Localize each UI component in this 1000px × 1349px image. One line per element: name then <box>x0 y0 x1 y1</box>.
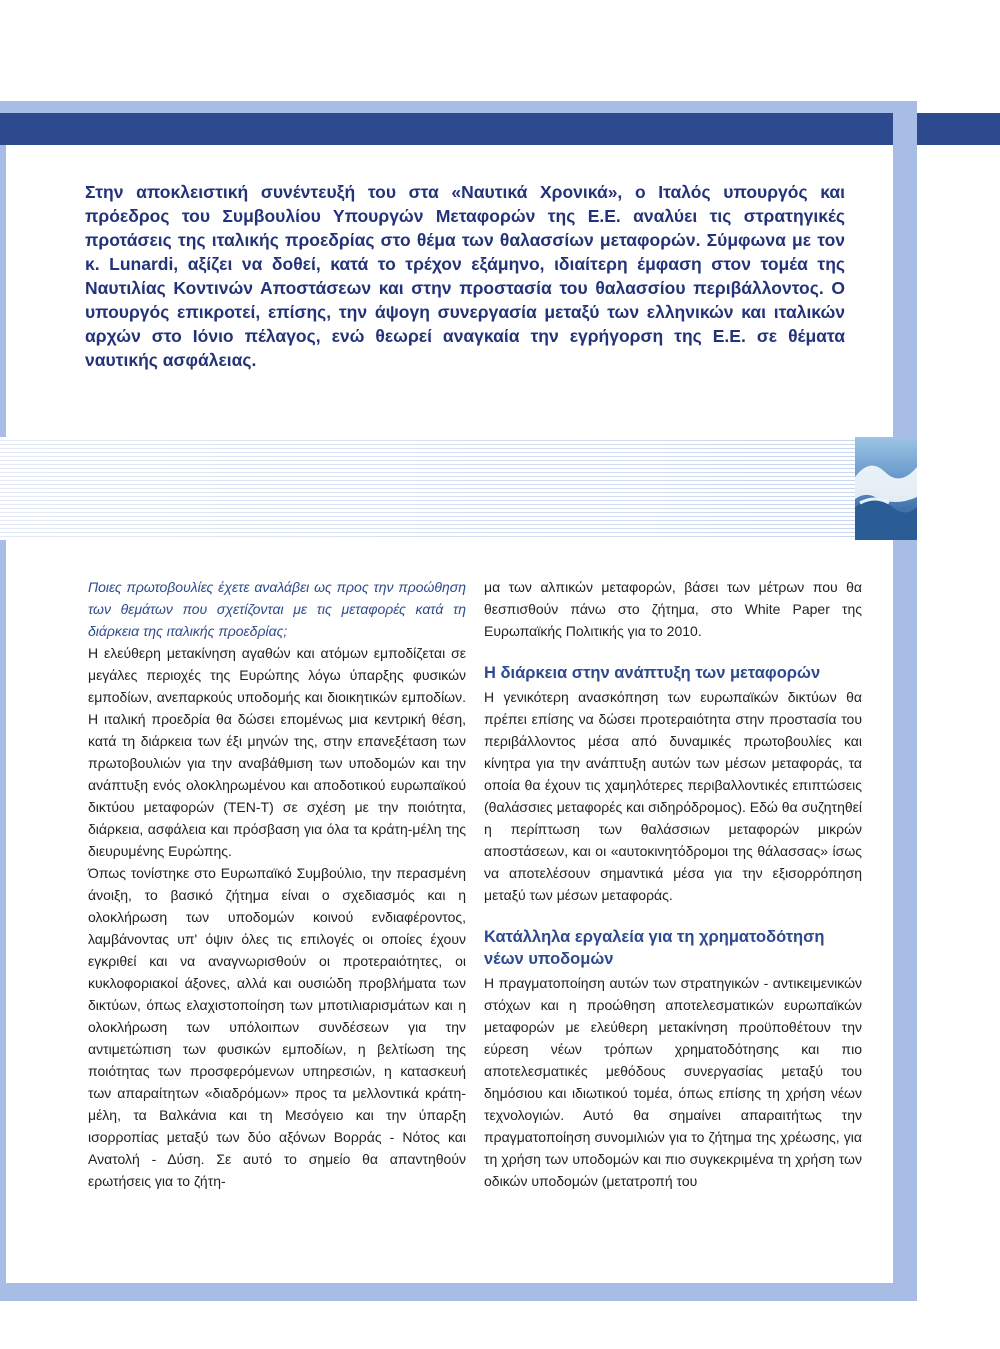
sea-wave-photo <box>855 437 917 540</box>
interview-question: Ποιες πρωτοβουλίες έχετε αναλάβει ως προς την προώθηση των θεμάτων που σχετίζονται με τις μεταφορές κατά τη διάρκεια της ιταλικής προεδρίας; <box>88 579 466 639</box>
lead-paragraph: Στην αποκλειστική συνέντευξή του στα «Ναυτικά Χρονικά», ο Ιταλός υπουργός και πρόεδρος του Συμβουλίου Υπουργών Μεταφορών της Ε.Ε. αναλύει τις στρατηγικές προτάσεις της ιταλικής προεδρίας στο θέμα των θαλασσίων μεταφορών. Σύμφωνα με τον κ. Lunardi, αξίζει να δοθεί, κατά το τρέχον εξάμηνο, ιδιαίτερη έμφαση στον τομέα της Ναυτιλίας Κοντινών Αποστάσεων και στην προστασία του θαλασσίου περιβάλλοντος. Ο υπουργός επικροτεί, επίσης, την άψογη συνεργασία μεταξύ των ελληνικών και ιταλικών αρχών στο Ιόνιο πέλαγος, ενώ θεωρεί αναγκαία την εγρήγορση της Ε.Ε. σε θέματα ναυτικής ασφάλειας. <box>85 182 845 370</box>
column2-paragraph-1: Η γενικότερη ανασκόπηση των ευρωπαϊκών δικτύων θα πρέπει επίσης να δώσει προτεραιότητα στην προστασία του περιβάλλοντος μέσα από δυναμικές πρωτοβουλίες και κίνητρα για την ανάπτυξη αυτών των μέσων μεταφοράς, τα οποία θα έχουν τις χαμηλότερες περιβαλλοντικές επιπτώσεις (θαλάσσιες μεταφορές και σιδηρόδρομος). Εδώ θα συζητηθεί η περίπτωση των θαλάσσιων μεταφορών μικρών αποστάσεων, και οι «αυτοκινητόδρομοι της θάλασσας» ίσως να αποτελέσουν σημαντικά μέσα για την εξισορρόπηση μεταξύ των μέσων μεταφοράς. <box>484 689 862 903</box>
right-column <box>484 576 862 1192</box>
column1-paragraph-1: Η ελεύθερη μετακίνηση αγαθών και ατόμων εμποδίζεται σε μεγάλες περιοχές της Ευρώπης λόγω ύπαρξης φυσικών εμποδίων, ανεπαρκούς υποδομής και διοικητικών εμποδίων. Η ιταλική προεδρία θα δώσει επομένως μια κεντρική θέση, κατά τη διάρκεια των έξι μηνών της, στην επανεξέταση των πρωτοβουλιών για την αναβάθμιση των υποδομών και την ανάπτυξη ενός ολοκληρωμένου και αποδοτικού ευρωπαϊκού δικτύου μεταφορών (TEN-T) σε σχέση με την ποιότητα, διάρκεια, ασφάλεια και πρόσβαση για όλα τα κράτη-μέλη της διευρυμένης Ευρώπης. <box>88 645 466 859</box>
header-dark-bar <box>0 113 1000 145</box>
decorative-lined-band <box>0 437 855 540</box>
column2-paragraph-continued: μα των αλπικών μεταφορών, βάσει των μέτρων που θα θεσπισθούν πάνω στο ζήτημα, στο White Paper της Ευρωπαϊκής Πολιτικής για το 2010. <box>484 579 862 639</box>
section-heading-2: Κατάλληλα εργαλεία για τη χρηματοδότηση νέων υποδομών <box>484 928 825 968</box>
footer-bar <box>0 1283 917 1301</box>
header-light-bar <box>0 101 915 113</box>
section-heading-1: Η διάρκεια στην ανάπτυξη των μεταφορών <box>484 664 821 682</box>
column1-paragraph-2: Όπως τονίστηκε στο Ευρωπαϊκό Συμβούλιο, την περασμένη άνοιξη, το βασικό ζήτημα είναι ο σχεδιασμός και η ολοκλήρωση των υποδομών κοινού ενδιαφέροντος, λαμβάνοντας υπ' όψιν όλες τις επιλογές οι οποίες έχουν εγκριθεί και να αναγνωρισθούν οι προτεραιότητες, οι κυκλοφοριακοί άξονες, αλλά και ουσιώδη προβλήματα των δικτύων, όπως ελαχιστοποίηση των μποτιλιαρισμάτων και η ολοκλήρωση των υπόλοιπων συνδέσεων για την αντιμετώπιση των φυσικών εμποδίων, η βελτίωση της ποιότητας των προσφερόμενων υπηρεσιών, η κατασκευή των απαραίτητων «διαδρόμων» προς τα μελλοντικά κράτη-μέλη, τα Βαλκάνια και τη Μεσόγειο και την ύπαρξη ισορροπίας μεταξύ των δύο αξόνων Βορράς - Νότος και Ανατολή - Δύση. Σε αυτό το σημείο θα απαντηθούν ερωτήσεις για το ζήτη- <box>88 865 466 1189</box>
right-frame-stripe <box>893 101 917 1301</box>
left-frame-stripe <box>0 145 6 1295</box>
column2-paragraph-2: Η πραγματοποίηση αυτών των στρατηγικών - αντικειμενικών στόχων και η προώθηση αποτελεσματικών ευρωπαϊκών μεταφορών με ελεύθερη μετακίνηση προϋποθέτουν την εύρεση νέων τρόπων χρηματοδότησης και πιο αποτελεσματικές μεθόδους συνεργασίας μεταξύ του δημόσιου και ιδιωτικού τομέα, όπως επίσης τη χρήση νέων τεχνολογιών. Αυτό θα σημαίνει απαραιτήτως την πραγματοποίηση συνομιλιών για το ζήτημα της χρέωσης, για τη χρήση των υποδομών και πιο συγκεκριμένα τη χρήση των οδικών υποδομών (μετατροπή του <box>484 975 862 1189</box>
left-column <box>88 576 466 1192</box>
